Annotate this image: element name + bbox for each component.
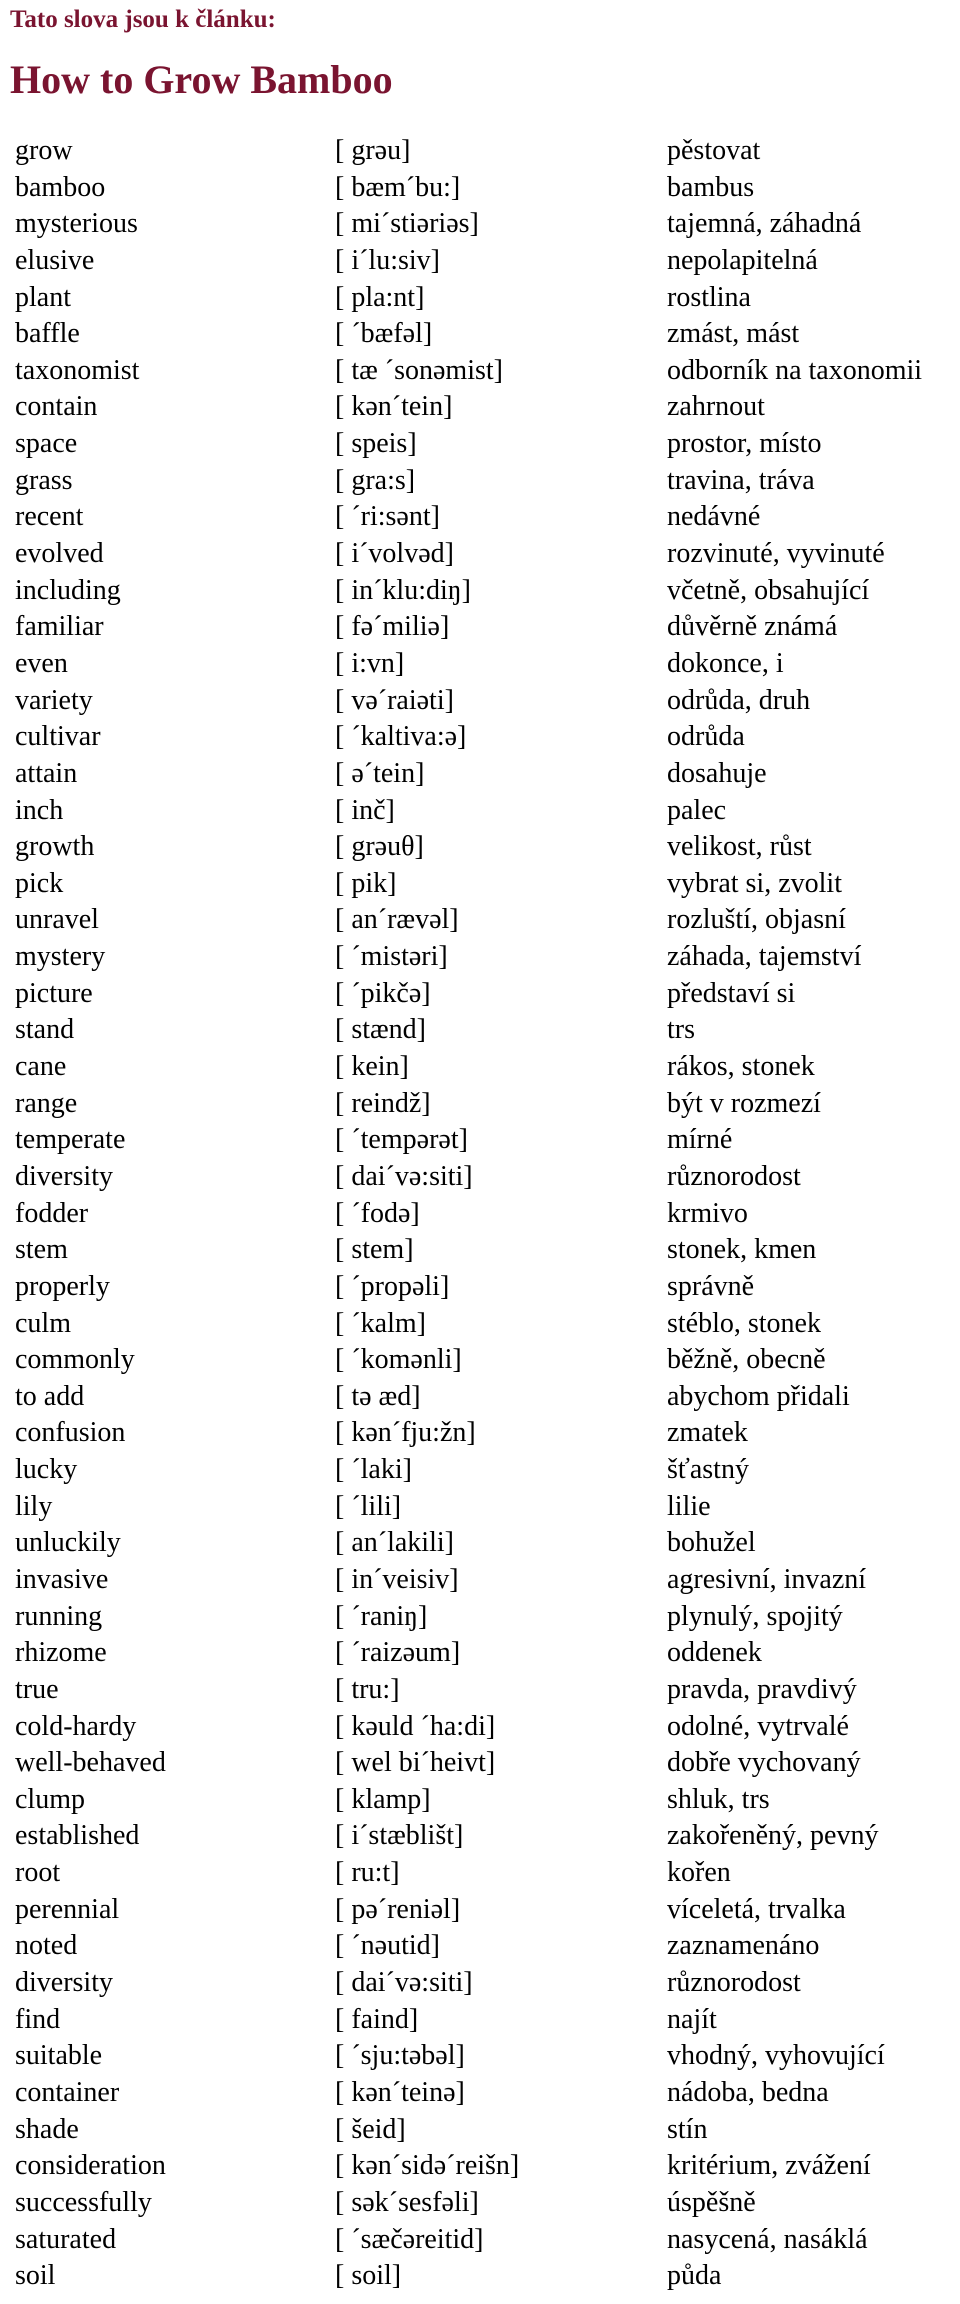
vocab-translation: pravda, pravdivý [667, 1673, 857, 1705]
vocab-word: cultivar [15, 721, 101, 753]
vocab-pronunciation: [ an´rævəl] [335, 904, 459, 936]
vocab-word: plant [15, 281, 71, 313]
vocab-pronunciation: [ in´klu:diŋ] [335, 574, 471, 606]
vocab-translation: správně [667, 1270, 755, 1302]
vocab-word: root [15, 1857, 61, 1889]
vocab-pronunciation: [ i:vn] [335, 647, 405, 679]
vocab-translation: tajemná, záhadná [667, 208, 862, 240]
vocab-word: attain [15, 757, 78, 789]
vocab-pronunciation: [ pik] [335, 867, 397, 899]
vocab-pronunciation: [ mi´stiəriəs] [335, 208, 479, 240]
vocab-word: culm [15, 1307, 71, 1339]
vocab-translation: důvěrně známá [667, 611, 838, 643]
vocab-pronunciation: [ ´komənli] [335, 1344, 462, 1376]
vocab-translation: vhodný, vyhovující [667, 2040, 885, 2072]
vocab-translation: palec [667, 794, 727, 826]
vocab-word: cane [15, 1051, 67, 1083]
vocab-word: find [15, 2003, 61, 2035]
vocab-pronunciation: [ ´sæčəreitid] [335, 2223, 484, 2255]
vocab-word: clump [15, 1783, 85, 1815]
vocab-word: lucky [15, 1454, 78, 1486]
vocab-pronunciation: [ soil] [335, 2260, 402, 2292]
vocab-translation: různorodost [667, 1967, 801, 1999]
vocab-translation: nedávné [667, 501, 761, 533]
vocab-pronunciation: [ ´kaltiva:ə] [335, 721, 467, 753]
vocab-pronunciation: [ ə´tein] [335, 757, 425, 789]
vocab-pronunciation: [ kən´sidə´reišn] [335, 2150, 520, 2182]
vocab-word: rhizome [15, 1637, 107, 1669]
vocab-pronunciation: [ ´laki] [335, 1454, 412, 1486]
vocab-translation: rozvinuté, vyvinuté [667, 538, 885, 570]
vocab-pronunciation: [ ´kalm] [335, 1307, 426, 1339]
vocab-pronunciation: [ gra:s] [335, 464, 416, 496]
vocab-translation: kritérium, zvážení [667, 2150, 871, 2182]
vocab-translation: trs [667, 1014, 695, 1046]
vocab-translation: nádoba, bedna [667, 2076, 829, 2108]
vocab-pronunciation: [ sək´sesfəli] [335, 2186, 479, 2218]
vocab-word: baffle [15, 318, 80, 350]
vocab-pronunciation: [ wel bi´heivt] [335, 1747, 496, 1779]
vocab-word: taxonomist [15, 354, 140, 386]
vocab-word: temperate [15, 1124, 126, 1156]
vocab-pronunciation: [ grəu] [335, 135, 411, 166]
vocab-pronunciation: [ kein] [335, 1051, 409, 1083]
vocab-translation: šťastný [667, 1454, 749, 1486]
vocab-word: well-behaved [15, 1747, 166, 1779]
vocab-pronunciation: [ kəuld ´ha:di] [335, 1710, 496, 1742]
article-subtitle: Tato slova jsou k článku: [10, 6, 276, 33]
vocab-translation: pěstovat [667, 135, 761, 166]
vocab-translation: zakořeněný, pevný [667, 1820, 879, 1852]
vocab-translation: stín [667, 2113, 708, 2145]
vocab-translation: víceletá, trvalka [667, 1893, 846, 1925]
vocab-word: growth [15, 831, 95, 863]
vocab-pronunciation: [ ´lili] [335, 1490, 402, 1522]
vocab-translation: včetně, obsahující [667, 574, 870, 606]
vocab-pronunciation: [ ru:t] [335, 1857, 400, 1889]
vocab-word: lily [15, 1490, 53, 1522]
vocab-pronunciation: [ i´lu:siv] [335, 244, 440, 276]
vocab-word: cold-hardy [15, 1710, 137, 1742]
vocab-translation: dokonce, i [667, 647, 784, 679]
vocab-pronunciation: [ ´ri:sənt] [335, 501, 440, 533]
vocab-word: established [15, 1820, 140, 1852]
vocab-pronunciation: [ ´fodə] [335, 1197, 420, 1229]
vocab-pronunciation: [ tə æd] [335, 1380, 421, 1412]
vocab-pronunciation: [ ´sju:təbəl] [335, 2040, 465, 2072]
vocab-word: even [15, 647, 68, 679]
vocab-pronunciation: [ speis] [335, 428, 417, 460]
vocab-word: to add [15, 1380, 85, 1412]
vocab-translation: záhada, tajemství [667, 941, 862, 973]
vocab-translation: oddenek [667, 1637, 762, 1669]
vocab-word: successfully [15, 2186, 152, 2218]
vocab-translation: zaznamenáno [667, 1930, 820, 1962]
vocab-word: grass [15, 464, 73, 496]
vocab-word: diversity [15, 1160, 113, 1192]
vocab-word: unluckily [15, 1527, 121, 1559]
vocab-word: elusive [15, 244, 95, 276]
vocab-pronunciation: [ i´stæblišt] [335, 1820, 464, 1852]
page-title: How to Grow Bamboo [10, 57, 393, 102]
vocab-translation: agresivní, invazní [667, 1563, 867, 1595]
vocab-pronunciation: [ grəuθ] [335, 831, 424, 863]
vocab-translation: vybrat si, zvolit [667, 867, 842, 899]
vocab-pronunciation: [ ´pikčə] [335, 977, 431, 1009]
vocab-pronunciation: [ inč] [335, 794, 395, 826]
vocab-translation: různorodost [667, 1160, 801, 1192]
vocab-pronunciation: [ stem] [335, 1234, 414, 1266]
vocab-translation: úspěšně [667, 2186, 756, 2218]
vocab-translation: kořen [667, 1857, 731, 1889]
vocab-word: picture [15, 977, 93, 1009]
vocab-word: range [15, 1087, 78, 1119]
vocab-pronunciation: [ ´tempərət] [335, 1124, 468, 1156]
vocab-translation: půda [667, 2260, 722, 2292]
vocab-word: confusion [15, 1417, 126, 1449]
vocab-pronunciation: [ fə´miliə] [335, 611, 450, 643]
vocab-word: unravel [15, 904, 99, 936]
vocab-translation: odrůda, druh [667, 684, 811, 716]
vocab-word: mystery [15, 941, 106, 973]
vocab-translation: dosahuje [667, 757, 767, 789]
vocab-translation: nasycená, nasáklá [667, 2223, 868, 2255]
vocab-translation: abychom přidali [667, 1380, 850, 1412]
vocab-word: stand [15, 1014, 75, 1046]
vocab-word: contain [15, 391, 98, 423]
vocab-translation: velikost, růst [667, 831, 812, 863]
vocab-translation: odrůda [667, 721, 745, 753]
vocab-word: familiar [15, 611, 104, 643]
vocab-word: invasive [15, 1563, 109, 1595]
vocab-translation: krmivo [667, 1197, 748, 1229]
translation-column [667, 133, 922, 2295]
vocab-pronunciation: [ faind] [335, 2003, 419, 2035]
vocab-translation: lilie [667, 1490, 711, 1522]
vocab-word: shade [15, 2113, 79, 2145]
vocab-pronunciation: [ in´veisiv] [335, 1563, 459, 1595]
vocab-pronunciation: [ kən´fju:žn] [335, 1417, 476, 1449]
vocab-pronunciation: [ ´propəli] [335, 1270, 450, 1302]
vocab-word: recent [15, 501, 84, 533]
vocab-translation: bambus [667, 171, 755, 203]
vocab-word: inch [15, 794, 64, 826]
vocab-word: diversity [15, 1967, 113, 1999]
vocab-word: stem [15, 1234, 68, 1266]
vocab-translation: odborník na taxonomii [667, 354, 923, 386]
vocab-word: variety [15, 684, 93, 716]
vocab-translation: rákos, stonek [667, 1051, 815, 1083]
vocab-word: consideration [15, 2150, 166, 2182]
vocab-translation: zmatek [667, 1417, 748, 1449]
vocab-pronunciation: [ ´raizəum] [335, 1637, 461, 1669]
vocab-translation: rostlina [667, 281, 751, 313]
vocab-word: mysterious [15, 208, 138, 240]
vocab-translation: dobře vychovaný [667, 1747, 861, 1779]
vocab-pronunciation: [ i´volvəd] [335, 538, 454, 570]
vocab-translation: zahrnout [667, 391, 765, 423]
vocab-word: evolved [15, 538, 104, 570]
vocab-pronunciation: [ klamp] [335, 1783, 431, 1815]
vocab-translation: prostor, místo [667, 428, 822, 460]
vocab-translation: představí si [667, 977, 796, 1009]
vocab-translation: odolné, vytrvalé [667, 1710, 849, 1742]
vocab-word: true [15, 1673, 59, 1705]
vocab-word: perennial [15, 1893, 120, 1925]
vocab-pronunciation: [ ´mistəri] [335, 941, 448, 973]
vocab-translation: nepolapitelná [667, 244, 818, 276]
vocab-pronunciation: [ tru:] [335, 1673, 400, 1705]
vocab-word: including [15, 574, 121, 606]
vocab-pronunciation: [ šeid] [335, 2113, 406, 2145]
vocab-pronunciation: [ ´nəutid] [335, 1930, 440, 1962]
vocab-translation: stonek, kmen [667, 1234, 817, 1266]
word-column [15, 133, 166, 2295]
vocab-word: space [15, 428, 78, 460]
vocab-word: commonly [15, 1344, 135, 1376]
vocab-word: properly [15, 1270, 110, 1302]
vocab-word: soil [15, 2260, 56, 2292]
vocab-word: bamboo [15, 171, 106, 203]
vocab-word: saturated [15, 2223, 117, 2255]
vocab-word: grow [15, 135, 73, 166]
vocab-translation: bohužel [667, 1527, 756, 1559]
vocab-pronunciation: [ reindž] [335, 1087, 431, 1119]
vocab-translation: travina, tráva [667, 464, 815, 496]
vocab-translation: rozluští, objasní [667, 904, 846, 936]
vocab-translation: běžně, obecně [667, 1344, 826, 1376]
vocab-translation: shluk, trs [667, 1783, 770, 1815]
vocab-word: suitable [15, 2040, 103, 2072]
vocab-pronunciation: [ kən´teinə] [335, 2076, 465, 2108]
vocab-pronunciation: [ və´raiəti] [335, 684, 454, 716]
pronunciation-column [335, 133, 519, 2295]
vocab-pronunciation: [ pə´reniəl] [335, 1893, 461, 1925]
vocab-translation: stéblo, stonek [667, 1307, 821, 1339]
vocab-pronunciation: [ stænd] [335, 1014, 426, 1046]
vocab-word: noted [15, 1930, 78, 1962]
vocab-pronunciation: [ bæm´bu:] [335, 171, 461, 203]
vocab-translation: plynulý, spojitý [667, 1600, 843, 1632]
vocab-pronunciation: [ ´raniŋ] [335, 1600, 428, 1632]
vocab-translation: být v rozmezí [667, 1087, 821, 1119]
vocab-word: container [15, 2076, 120, 2108]
vocab-word: pick [15, 867, 64, 899]
vocab-translation: mírné [667, 1124, 733, 1156]
vocab-pronunciation: [ tæ ´sonəmist] [335, 354, 503, 386]
vocab-pronunciation: [ dai´və:siti] [335, 1160, 473, 1192]
vocab-pronunciation: [ an´lakili] [335, 1527, 454, 1559]
vocab-pronunciation: [ kən´tein] [335, 391, 453, 423]
vocab-word: fodder [15, 1197, 89, 1229]
vocab-pronunciation: [ ´bæfəl] [335, 318, 433, 350]
vocab-word: running [15, 1600, 103, 1632]
vocab-pronunciation: [ pla:nt] [335, 281, 425, 313]
vocab-pronunciation: [ dai´və:siti] [335, 1967, 473, 1999]
vocab-translation: zmást, mást [667, 318, 800, 350]
vocab-translation: najít [667, 2003, 717, 2035]
